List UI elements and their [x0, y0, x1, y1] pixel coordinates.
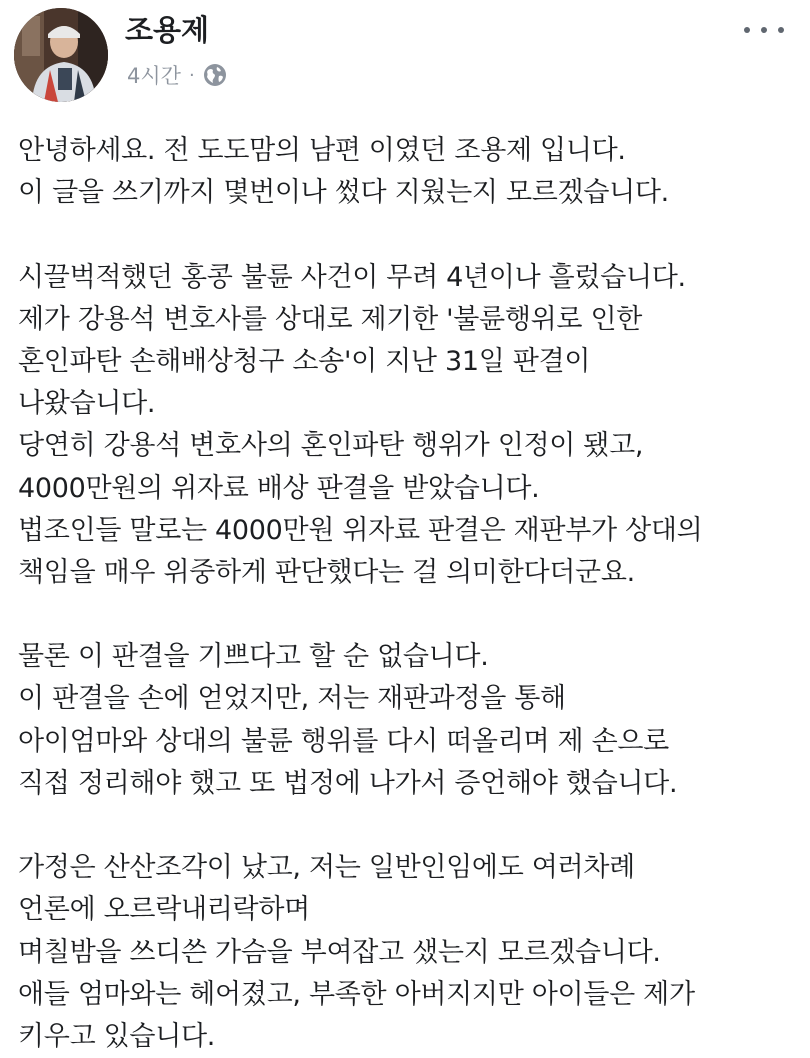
meta-separator: · [188, 64, 195, 86]
globe-icon[interactable] [203, 63, 227, 87]
post-line: 언론에 오르락내리락하며 [18, 894, 310, 926]
post-line: 물론 이 판결을 기쁘다고 할 순 없습니다. [18, 641, 489, 673]
post-line: 법조인들 말로는 4000만원 위자료 판결은 재판부가 상대의 [18, 514, 703, 546]
profile-photo-icon [14, 8, 108, 102]
more-dot [744, 27, 750, 33]
post-line: 시끌벅적했던 홍콩 불륜 사건이 무려 4년이나 흘렀습니다. [18, 261, 686, 293]
post-line: 키우고 있습니다. [18, 1020, 216, 1052]
post-line: 아이엄마와 상대의 불륜 행위를 다시 떠올리며 제 손으로 [18, 725, 669, 757]
post-line: 혼인파탄 손해배상청구 소송'이 지난 31일 판결이 [18, 345, 591, 377]
post-paragraph [18, 636, 804, 805]
post-line: 당연히 강용석 변호사의 혼인파탄 행위가 인정이 됐고, [18, 430, 644, 462]
post-line: 직접 정리해야 했고 또 법정에 나가서 증언해야 했습니다. [18, 767, 678, 799]
post-line: 며칠밤을 쓰디쓴 가슴을 부여잡고 샜는지 모르겠습니다. [18, 936, 661, 968]
post-meta [127, 60, 227, 90]
post-line: 애들 엄마와는 헤어졌고, 부족한 아버지지만 아이들은 제가 [18, 978, 695, 1010]
post-header [0, 0, 810, 110]
post-line: 4000만원의 위자료 배상 판결을 받았습니다. [18, 472, 540, 504]
post-line: 이 판결을 손에 얻었지만, 저는 재판과정을 통해 [18, 683, 566, 715]
post-paragraph [18, 257, 804, 595]
author-name[interactable]: 조용제 [125, 13, 210, 47]
post-line: 책임을 매우 위중하게 판단했다는 걸 의미한다더군요. [18, 556, 635, 588]
post-line: 나왔습니다. [18, 388, 156, 420]
post-line: 안녕하세요. 전 도도맘의 남편 이였던 조용제 입니다. [18, 135, 626, 166]
post-timestamp[interactable]: 4시간 [127, 64, 181, 88]
post-line: 가정은 산산조각이 났고, 저는 일반인임에도 여러차례 [18, 852, 635, 884]
post-body [18, 130, 804, 1058]
more-dot [778, 27, 784, 33]
more-dot [761, 27, 767, 33]
post-line: 제가 강용석 변호사를 상대로 제기한 '불륜행위로 인한 [18, 303, 643, 335]
post-paragraph [18, 130, 804, 214]
author-avatar[interactable] [14, 8, 108, 102]
more-options-button[interactable] [744, 14, 784, 46]
post-line: 이 글을 쓰기까지 몇번이나 썼다 지웠는지 모르겠습니다. [18, 177, 669, 209]
post-paragraph [18, 847, 804, 1058]
